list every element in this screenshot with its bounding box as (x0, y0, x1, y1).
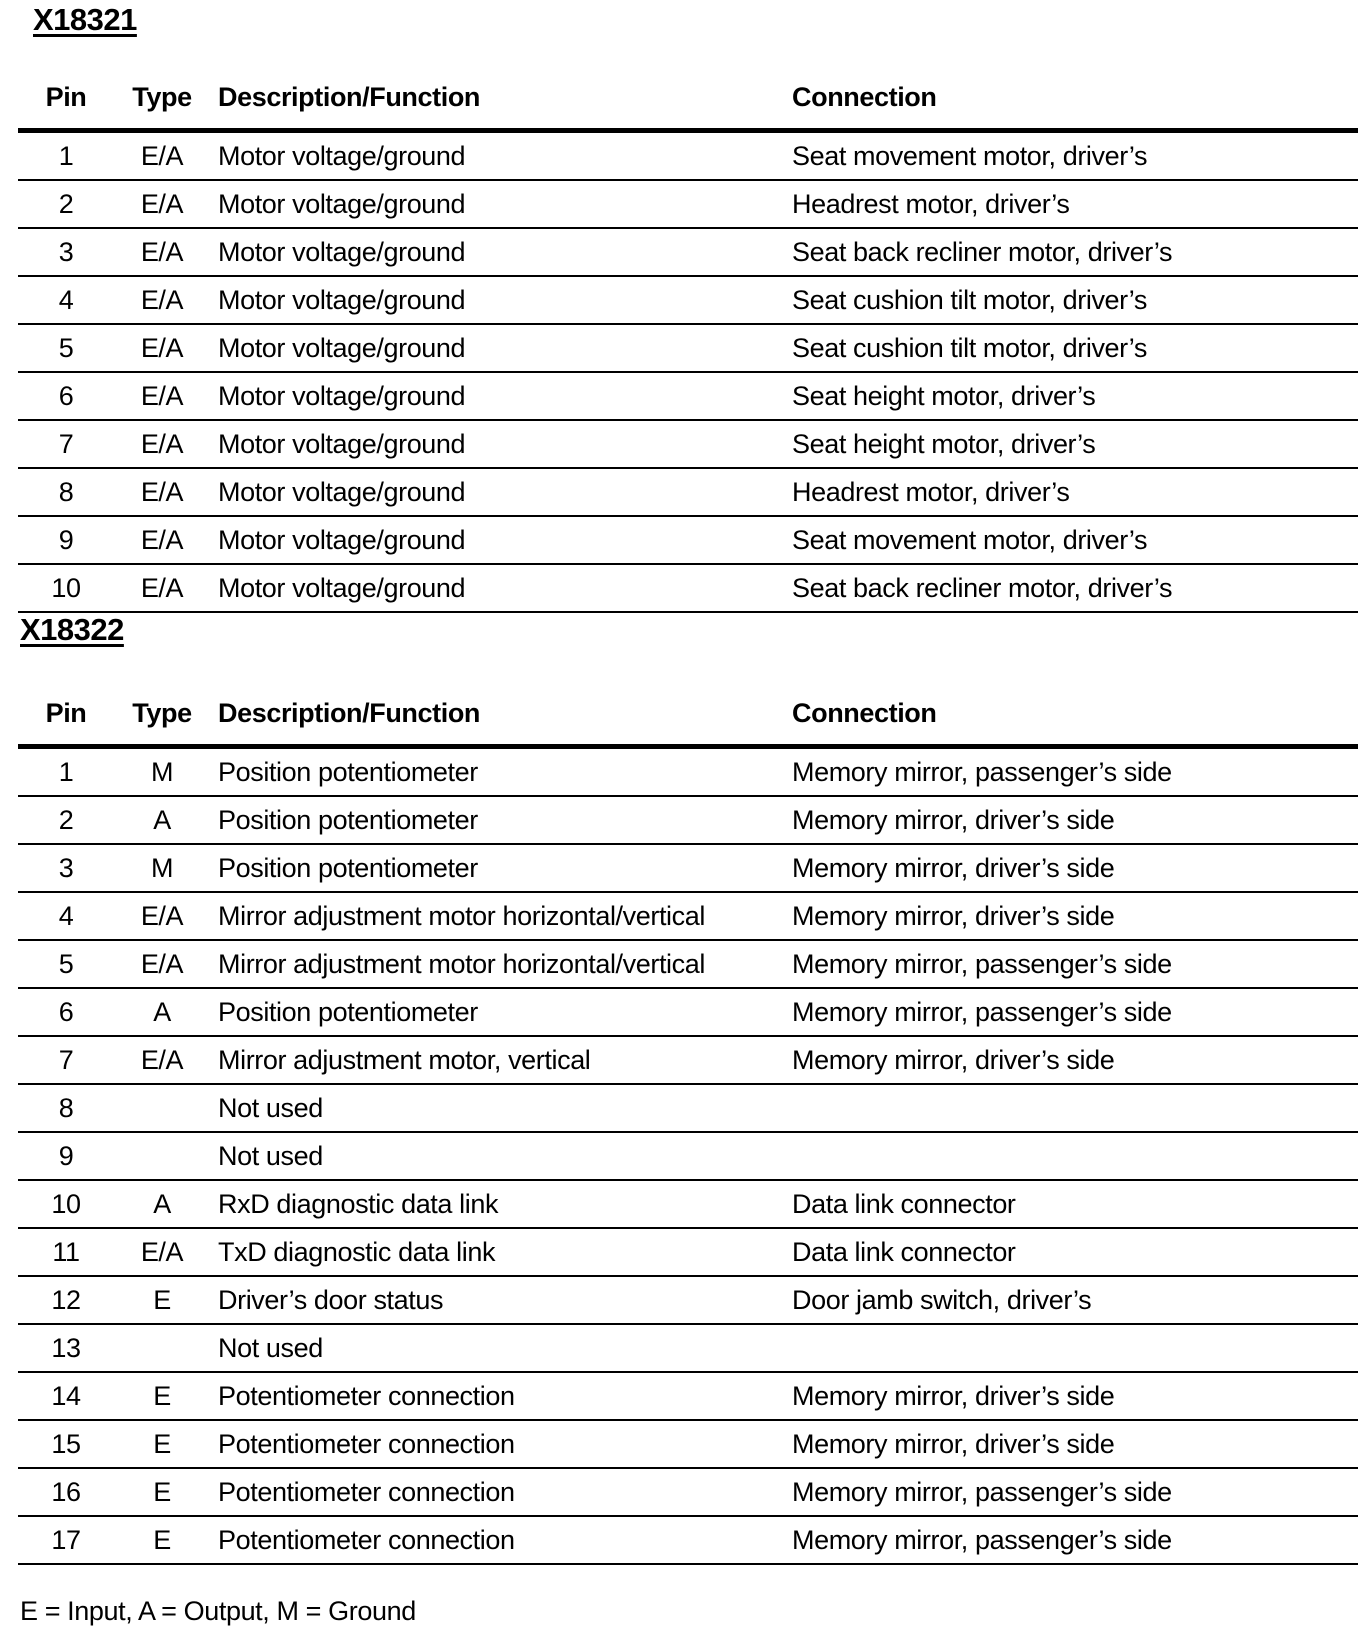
connection-cell: Memory mirror, passenger’s side (784, 940, 1358, 988)
table-header-row (18, 682, 1358, 747)
table-row (18, 1516, 1358, 1564)
table-row (18, 228, 1358, 276)
header-pin: Pin (18, 682, 114, 747)
description-cell: Not used (210, 1084, 784, 1132)
header-connection: Connection (784, 66, 1358, 131)
connection-cell: Memory mirror, passenger’s side (784, 747, 1358, 797)
type-cell (114, 1324, 210, 1372)
description-cell: Driver’s door status (210, 1276, 784, 1324)
type-cell: A (114, 1180, 210, 1228)
description-cell: Motor voltage/ground (210, 420, 784, 468)
pin-cell: 14 (18, 1372, 114, 1420)
table-row (18, 131, 1358, 181)
pin-table-x18321 (18, 66, 1358, 613)
table-row (18, 276, 1358, 324)
type-cell: E/A (114, 1228, 210, 1276)
description-cell: Potentiometer connection (210, 1468, 784, 1516)
connector-title-x18321: X18321 (33, 2, 137, 37)
pin-cell: 7 (18, 420, 114, 468)
type-cell: E/A (114, 180, 210, 228)
table-row (18, 1084, 1358, 1132)
pin-cell: 16 (18, 1468, 114, 1516)
connection-cell: Memory mirror, passenger’s side (784, 1468, 1358, 1516)
header-type: Type (114, 66, 210, 131)
connection-cell (784, 1324, 1358, 1372)
table-row (18, 940, 1358, 988)
pin-cell: 4 (18, 276, 114, 324)
table-row (18, 372, 1358, 420)
type-cell: E (114, 1468, 210, 1516)
description-cell: Mirror adjustment motor horizontal/vertical (210, 940, 784, 988)
connection-cell: Headrest motor, driver’s (784, 180, 1358, 228)
pin-cell: 9 (18, 1132, 114, 1180)
connection-cell: Memory mirror, driver’s side (784, 844, 1358, 892)
type-cell: E/A (114, 564, 210, 612)
connection-cell (784, 1132, 1358, 1180)
header-type: Type (114, 682, 210, 747)
description-cell: Position potentiometer (210, 988, 784, 1036)
header-description: Description/Function (210, 682, 784, 747)
type-cell: E/A (114, 468, 210, 516)
description-cell: Potentiometer connection (210, 1420, 784, 1468)
type-cell: E/A (114, 940, 210, 988)
pin-cell: 4 (18, 892, 114, 940)
connection-cell: Seat movement motor, driver’s (784, 131, 1358, 181)
table-row (18, 1324, 1358, 1372)
pin-cell: 3 (18, 228, 114, 276)
type-cell: E (114, 1516, 210, 1564)
pin-cell: 10 (18, 564, 114, 612)
pin-cell: 1 (18, 131, 114, 181)
connection-cell: Memory mirror, passenger’s side (784, 1516, 1358, 1564)
table-row (18, 844, 1358, 892)
description-cell: Motor voltage/ground (210, 372, 784, 420)
type-cell: M (114, 747, 210, 797)
pin-cell: 8 (18, 468, 114, 516)
pin-cell: 3 (18, 844, 114, 892)
type-legend: E = Input, A = Output, M = Ground (20, 1596, 416, 1626)
pin-cell: 5 (18, 324, 114, 372)
type-cell: E/A (114, 1036, 210, 1084)
table-row (18, 180, 1358, 228)
connection-cell: Headrest motor, driver’s (784, 468, 1358, 516)
pin-cell: 12 (18, 1276, 114, 1324)
connection-cell: Memory mirror, passenger’s side (784, 988, 1358, 1036)
table-row (18, 1276, 1358, 1324)
table-row (18, 564, 1358, 612)
description-cell: Not used (210, 1132, 784, 1180)
header-pin: Pin (18, 66, 114, 131)
description-cell: Potentiometer connection (210, 1516, 784, 1564)
type-cell: E/A (114, 892, 210, 940)
table-row (18, 324, 1358, 372)
description-cell: Motor voltage/ground (210, 324, 784, 372)
connection-cell: Memory mirror, driver’s side (784, 1372, 1358, 1420)
connection-cell: Seat height motor, driver’s (784, 372, 1358, 420)
type-cell: E (114, 1420, 210, 1468)
pin-cell: 10 (18, 1180, 114, 1228)
pin-table-x18322 (18, 682, 1358, 1565)
table-row (18, 516, 1358, 564)
pin-cell: 17 (18, 1516, 114, 1564)
connection-cell: Data link connector (784, 1180, 1358, 1228)
header-description: Description/Function (210, 66, 784, 131)
pin-cell: 1 (18, 747, 114, 797)
table-row (18, 1372, 1358, 1420)
connection-cell: Seat height motor, driver’s (784, 420, 1358, 468)
connection-cell: Door jamb switch, driver’s (784, 1276, 1358, 1324)
pin-cell: 5 (18, 940, 114, 988)
table-row (18, 420, 1358, 468)
pin-cell: 15 (18, 1420, 114, 1468)
table-row (18, 892, 1358, 940)
type-cell: E/A (114, 131, 210, 181)
table-row (18, 988, 1358, 1036)
table-row (18, 796, 1358, 844)
description-cell: Motor voltage/ground (210, 228, 784, 276)
connection-cell: Seat cushion tilt motor, driver’s (784, 324, 1358, 372)
pin-cell: 13 (18, 1324, 114, 1372)
pin-cell: 6 (18, 988, 114, 1036)
type-cell: E (114, 1372, 210, 1420)
header-connection: Connection (784, 682, 1358, 747)
type-cell: E/A (114, 276, 210, 324)
pin-cell: 2 (18, 180, 114, 228)
description-cell: Motor voltage/ground (210, 131, 784, 181)
description-cell: Position potentiometer (210, 747, 784, 797)
type-cell (114, 1084, 210, 1132)
type-cell: E/A (114, 324, 210, 372)
type-cell: E/A (114, 372, 210, 420)
description-cell: Motor voltage/ground (210, 516, 784, 564)
table-row (18, 1468, 1358, 1516)
type-cell: E/A (114, 516, 210, 564)
connection-cell: Seat cushion tilt motor, driver’s (784, 276, 1358, 324)
description-cell: TxD diagnostic data link (210, 1228, 784, 1276)
pin-cell: 9 (18, 516, 114, 564)
pin-cell: 2 (18, 796, 114, 844)
connection-cell: Memory mirror, driver’s side (784, 796, 1358, 844)
table-row (18, 1036, 1358, 1084)
description-cell: Motor voltage/ground (210, 276, 784, 324)
type-cell: E (114, 1276, 210, 1324)
type-cell: E/A (114, 420, 210, 468)
pin-cell: 11 (18, 1228, 114, 1276)
description-cell: Potentiometer connection (210, 1372, 784, 1420)
connection-cell: Data link connector (784, 1228, 1358, 1276)
connection-cell: Seat back recliner motor, driver’s (784, 228, 1358, 276)
connection-cell: Memory mirror, driver’s side (784, 1036, 1358, 1084)
description-cell: Motor voltage/ground (210, 564, 784, 612)
connector-title-x18322: X18322 (20, 612, 124, 647)
description-cell: Motor voltage/ground (210, 468, 784, 516)
connection-cell: Seat movement motor, driver’s (784, 516, 1358, 564)
connection-cell: Seat back recliner motor, driver’s (784, 564, 1358, 612)
description-cell: Mirror adjustment motor, vertical (210, 1036, 784, 1084)
pin-cell: 6 (18, 372, 114, 420)
description-cell: Position potentiometer (210, 844, 784, 892)
pin-cell: 7 (18, 1036, 114, 1084)
type-cell: M (114, 844, 210, 892)
table-header-row (18, 66, 1358, 131)
description-cell: Mirror adjustment motor horizontal/vertical (210, 892, 784, 940)
table-row (18, 1132, 1358, 1180)
table-row (18, 1420, 1358, 1468)
table-row (18, 1228, 1358, 1276)
type-cell: A (114, 988, 210, 1036)
connection-cell (784, 1084, 1358, 1132)
connection-cell: Memory mirror, driver’s side (784, 892, 1358, 940)
type-cell: E/A (114, 228, 210, 276)
description-cell: Position potentiometer (210, 796, 784, 844)
table-row (18, 468, 1358, 516)
connection-cell: Memory mirror, driver’s side (784, 1420, 1358, 1468)
type-cell: A (114, 796, 210, 844)
type-cell (114, 1132, 210, 1180)
description-cell: Not used (210, 1324, 784, 1372)
table-row (18, 1180, 1358, 1228)
pin-cell: 8 (18, 1084, 114, 1132)
description-cell: RxD diagnostic data link (210, 1180, 784, 1228)
table-row (18, 747, 1358, 797)
description-cell: Motor voltage/ground (210, 180, 784, 228)
